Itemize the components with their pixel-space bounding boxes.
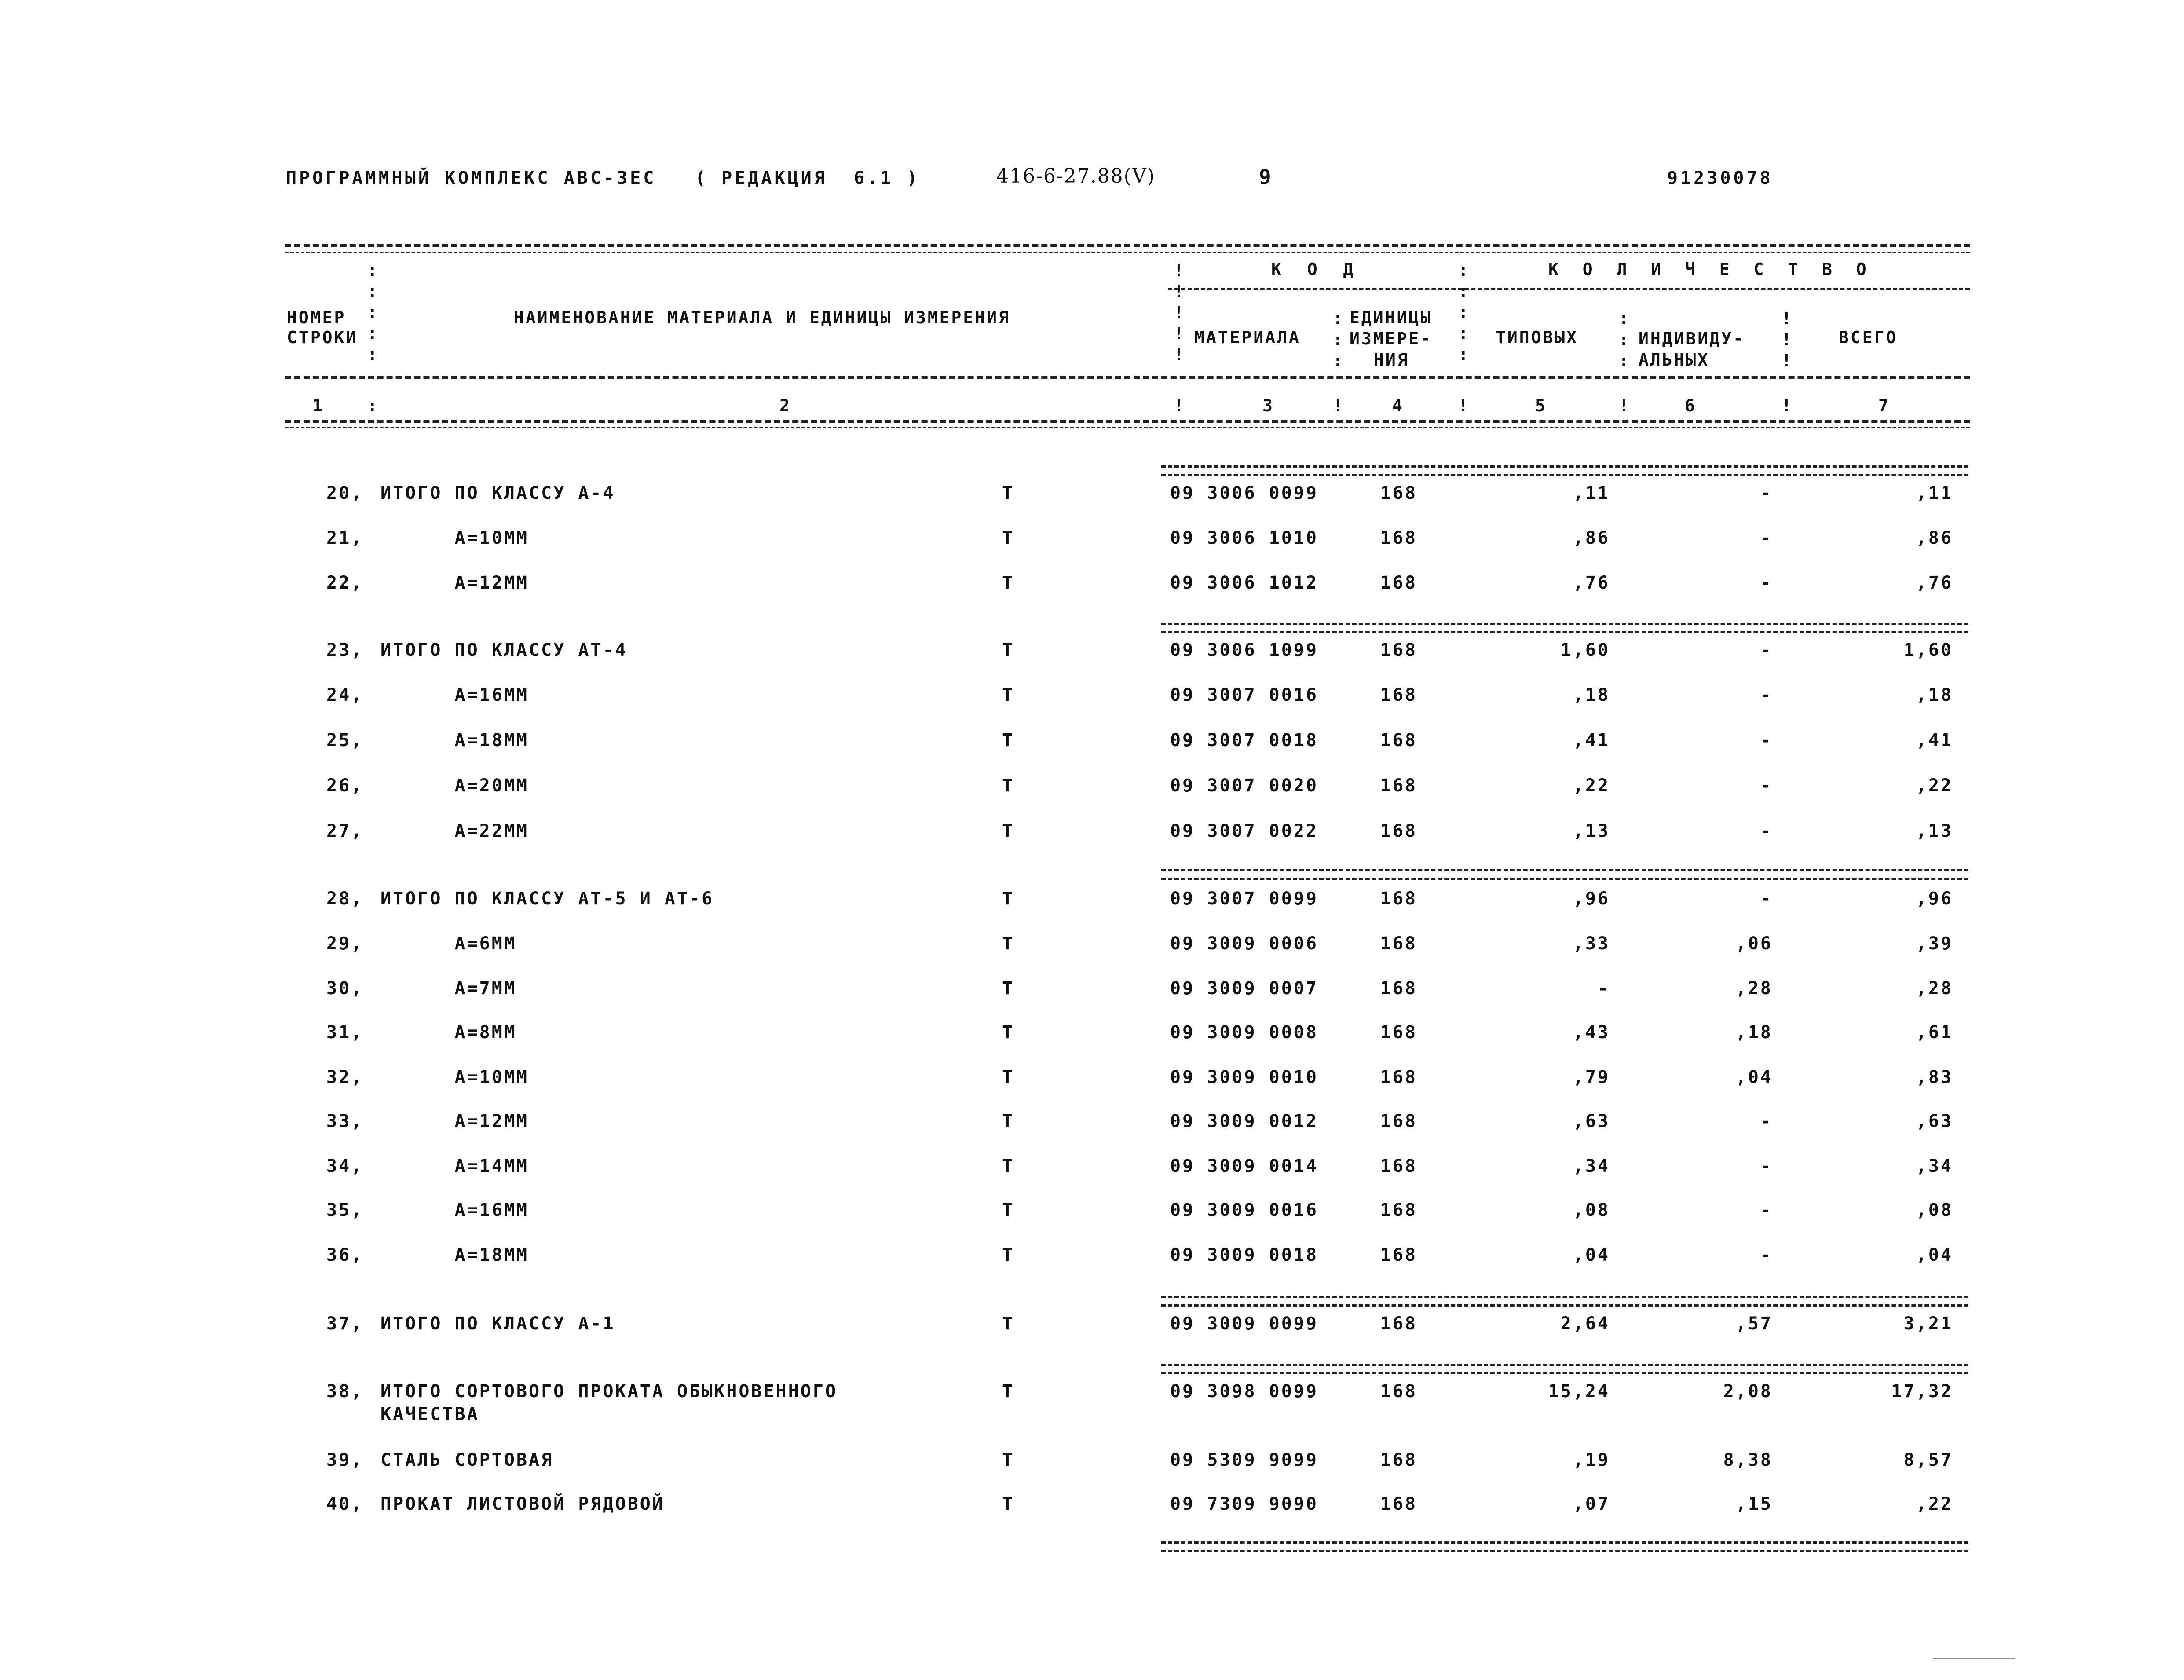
row-material-code: 09 3009 0012	[1170, 1111, 1318, 1131]
row-individual-qty: ,06	[1735, 933, 1773, 954]
row-individual-qty: -	[1760, 1111, 1773, 1131]
row-individual-qty: ,15	[1735, 1494, 1773, 1514]
row-name: А=10ММ	[380, 528, 529, 548]
column-number-separators: :	[367, 396, 377, 415]
row-unit-code: 168	[1380, 933, 1417, 954]
row-material-code: 09 3007 0020	[1170, 776, 1318, 796]
row-individual-qty: -	[1760, 776, 1773, 796]
row-name: А=22ММ	[380, 821, 529, 841]
edition: ( РЕДАКЦИЯ 6.1 )	[695, 168, 920, 188]
row-individual-qty: -	[1760, 889, 1773, 909]
row-number: 25,	[326, 730, 364, 750]
row-name: А=14ММ	[380, 1156, 529, 1176]
row-unit-code: 168	[1380, 1450, 1417, 1470]
column-number-separators: !	[1174, 396, 1184, 415]
column-quantity-group: К О Л И Ч Е С Т В О	[1548, 260, 1873, 279]
row-unit-code: 168	[1380, 1314, 1417, 1334]
row-unit-code: 168	[1380, 1381, 1417, 1402]
row-unit: Т	[1002, 685, 1015, 705]
row-name-continuation: КАЧЕСТВА	[380, 1404, 479, 1424]
row-number: 27,	[326, 821, 364, 841]
row-material-code: 09 3007 0099	[1170, 889, 1318, 909]
column-number-separators: !	[1333, 396, 1343, 415]
row-unit-code: 168	[1380, 685, 1417, 705]
row-unit-code: 168	[1380, 821, 1417, 841]
header-rule-bottom-2	[285, 427, 1970, 428]
row-total-qty: ,63	[1916, 1111, 1953, 1131]
row-individual-qty: ,18	[1735, 1022, 1773, 1043]
row-typical-qty: ,33	[1573, 933, 1610, 954]
row-unit: Т	[1002, 1314, 1015, 1334]
row-typical-qty: ,07	[1573, 1494, 1610, 1514]
row-total-qty: ,28	[1916, 978, 1953, 999]
row-total-qty: ,83	[1916, 1067, 1953, 1087]
column-number-3: 3	[1262, 396, 1274, 415]
row-total-qty: ,22	[1916, 1494, 1953, 1514]
row-total-qty: ,22	[1916, 776, 1953, 796]
column-individual-1: ИНДИВИДУ-	[1639, 329, 1745, 348]
row-typical-qty: ,43	[1573, 1022, 1610, 1043]
group-separator	[1161, 465, 1968, 476]
row-unit: Т	[1002, 573, 1015, 593]
row-material-code: 09 3006 1099	[1170, 640, 1318, 660]
header-separator: : : : : :	[1458, 260, 1468, 364]
row-name: ИТОГО ПО КЛАССУ А-1	[380, 1314, 615, 1334]
column-row-number-2: СТРОКИ	[287, 328, 358, 347]
group-separator	[1161, 1541, 1968, 1552]
row-typical-qty: ,96	[1573, 889, 1610, 909]
header-separator: : : :	[1333, 309, 1343, 370]
row-unit: Т	[1002, 1450, 1015, 1470]
row-total-qty: ,86	[1916, 528, 1953, 548]
row-number: 29,	[326, 933, 364, 954]
group-separator	[1161, 869, 1968, 880]
row-material-code: 09 3007 0022	[1170, 821, 1318, 841]
row-typical-qty: ,08	[1573, 1200, 1610, 1220]
group-separator	[1161, 1296, 1968, 1307]
row-individual-qty: -	[1760, 821, 1773, 841]
row-unit-code: 168	[1380, 1111, 1417, 1131]
row-typical-qty: 15,24	[1548, 1381, 1610, 1402]
column-number-5: 5	[1535, 396, 1547, 415]
row-typical-qty: ,76	[1573, 573, 1610, 593]
row-number: 20,	[326, 483, 364, 503]
row-material-code: 09 5309 9099	[1170, 1450, 1318, 1470]
row-individual-qty: -	[1760, 573, 1773, 593]
row-material-code: 09 3009 0014	[1170, 1156, 1318, 1176]
group-separator	[1161, 623, 1968, 633]
row-total-qty: ,41	[1916, 730, 1953, 750]
row-number: 24,	[326, 685, 364, 705]
row-name: ИТОГО ПО КЛАССУ А-4	[380, 483, 615, 503]
row-material-code: 09 7309 9090	[1170, 1494, 1318, 1514]
row-material-code: 09 3009 0006	[1170, 933, 1318, 954]
row-number: 23,	[326, 640, 364, 660]
row-name: ПРОКАТ ЛИСТОВОЙ РЯДОВОЙ	[380, 1494, 665, 1514]
header-separator: ! ! ! ! !	[1174, 260, 1184, 364]
row-unit: Т	[1002, 730, 1015, 750]
row-total-qty: 3,21	[1903, 1314, 1953, 1334]
row-individual-qty: -	[1760, 528, 1773, 548]
row-total-qty: ,76	[1916, 573, 1953, 593]
row-material-code: 09 3007 0018	[1170, 730, 1318, 750]
row-unit: Т	[1002, 821, 1015, 841]
row-unit: Т	[1002, 528, 1015, 548]
row-number: 36,	[326, 1245, 364, 1265]
program-name: ПРОГРАММНЫЙ КОМПЛЕКС АВС-3ЕС	[286, 168, 657, 188]
row-number: 40,	[326, 1494, 364, 1514]
document-code: 416-6-27.88(V)	[996, 165, 1156, 187]
row-material-code: 09 3006 1010	[1170, 528, 1318, 548]
row-total-qty: ,18	[1916, 685, 1953, 705]
row-name: А=18ММ	[380, 1245, 529, 1265]
row-typical-qty: 1,60	[1560, 640, 1610, 660]
row-typical-qty: ,34	[1573, 1156, 1610, 1176]
row-unit-code: 168	[1380, 1245, 1417, 1265]
row-material-code: 09 3009 0010	[1170, 1067, 1318, 1087]
row-total-qty: ,34	[1916, 1156, 1953, 1176]
row-unit: Т	[1002, 483, 1015, 503]
row-number: 39,	[326, 1450, 364, 1470]
row-individual-qty: 2,08	[1723, 1381, 1773, 1402]
header-rule-bottom	[285, 420, 1970, 423]
row-name: А=6ММ	[380, 933, 516, 954]
row-number: 33,	[326, 1111, 364, 1131]
row-individual-qty: -	[1760, 483, 1773, 503]
row-individual-qty: ,04	[1735, 1067, 1773, 1087]
row-unit: Т	[1002, 1245, 1015, 1265]
column-number-separators: !	[1619, 396, 1629, 415]
row-material-code: 09 3098 0099	[1170, 1381, 1318, 1402]
header-separator: ! ! !	[1782, 309, 1792, 370]
row-unit-code: 168	[1380, 1067, 1417, 1087]
column-total: ВСЕГО	[1839, 328, 1898, 347]
row-unit: Т	[1002, 1200, 1015, 1220]
row-name: А=8ММ	[380, 1022, 516, 1043]
row-total-qty: ,13	[1916, 821, 1953, 841]
column-number-separators: !	[1782, 396, 1792, 415]
row-material-code: 09 3006 1012	[1170, 573, 1318, 593]
row-material-code: 09 3009 0016	[1170, 1200, 1318, 1220]
row-unit-code: 168	[1380, 1494, 1417, 1514]
row-typical-qty: ,79	[1573, 1067, 1610, 1087]
row-name: А=7ММ	[380, 978, 516, 999]
row-individual-qty: -	[1760, 1245, 1773, 1265]
row-total-qty: ,61	[1916, 1022, 1953, 1043]
row-number: 38,	[326, 1381, 364, 1402]
row-unit: Т	[1002, 889, 1015, 909]
row-total-qty: ,04	[1916, 1245, 1953, 1265]
row-unit-code: 168	[1380, 483, 1417, 503]
row-unit: Т	[1002, 978, 1015, 999]
column-number-2: 2	[779, 396, 791, 415]
column-number-6: 6	[1685, 396, 1697, 415]
row-unit-code: 168	[1380, 978, 1417, 999]
column-name: НАИМЕНОВАНИЕ МАТЕРИАЛА И ЕДИНИЦЫ ИЗМЕРЕНИЯ	[514, 308, 1010, 327]
row-number: 26,	[326, 776, 364, 796]
row-unit: Т	[1002, 933, 1015, 954]
row-unit-code: 168	[1380, 1022, 1417, 1043]
row-individual-qty: ,28	[1735, 978, 1773, 999]
row-material-code: 09 3009 0018	[1170, 1245, 1318, 1265]
row-typical-qty: ,13	[1573, 821, 1610, 841]
row-unit-code: 168	[1380, 889, 1417, 909]
row-typical-qty: ,41	[1573, 730, 1610, 750]
row-name: ИТОГО СОРТОВОГО ПРОКАТА ОБЫКНОВЕННОГО	[380, 1381, 838, 1402]
row-number: 30,	[326, 978, 364, 999]
document-number: 91230078	[1667, 168, 1773, 188]
row-material-code: 09 3009 0007	[1170, 978, 1318, 999]
row-name: А=12ММ	[380, 573, 529, 593]
column-code-group: К О Д	[1271, 260, 1361, 279]
row-name: А=12ММ	[380, 1111, 529, 1131]
row-typical-qty: ,19	[1573, 1450, 1610, 1470]
row-individual-qty: ,57	[1735, 1314, 1773, 1334]
row-total-qty: ,11	[1916, 483, 1953, 503]
row-typical-qty: 2,64	[1560, 1314, 1610, 1334]
column-unit-code-3: НИЯ	[1374, 350, 1409, 370]
row-individual-qty: -	[1760, 685, 1773, 705]
row-typical-qty: -	[1597, 978, 1610, 999]
row-typical-qty: ,04	[1573, 1245, 1610, 1265]
row-name: А=18ММ	[380, 730, 529, 750]
row-unit: Т	[1002, 1381, 1015, 1402]
row-name: А=10ММ	[380, 1067, 529, 1087]
row-number: 35,	[326, 1200, 364, 1220]
row-typical-qty: ,18	[1573, 685, 1610, 705]
row-number: 32,	[326, 1067, 364, 1087]
row-unit: Т	[1002, 776, 1015, 796]
row-material-code: 09 3009 0099	[1170, 1314, 1318, 1334]
row-unit: Т	[1002, 1022, 1015, 1043]
row-individual-qty: -	[1760, 640, 1773, 660]
column-number-1: 1	[312, 396, 324, 415]
row-individual-qty: -	[1760, 1200, 1773, 1220]
row-typical-qty: ,11	[1573, 483, 1610, 503]
column-number-7: 7	[1878, 396, 1890, 415]
header-rule-middle	[285, 376, 1970, 379]
row-unit: Т	[1002, 1111, 1015, 1131]
row-unit: Т	[1002, 1067, 1015, 1087]
header-separator: : : : : :	[367, 260, 377, 364]
header-rule-top-2	[285, 252, 1970, 253]
column-unit-code-2: ИЗМЕРЕ-	[1350, 329, 1433, 348]
row-total-qty: 17,32	[1891, 1381, 1953, 1402]
row-typical-qty: ,86	[1573, 528, 1610, 548]
row-material-code: 09 3009 0008	[1170, 1022, 1318, 1043]
column-number-separators: !	[1458, 396, 1468, 415]
page-number: 9	[1259, 165, 1274, 189]
row-number: 28,	[326, 889, 364, 909]
row-typical-qty: ,22	[1573, 776, 1610, 796]
row-unit-code: 168	[1380, 640, 1417, 660]
row-name: А=16ММ	[380, 1200, 529, 1220]
header-rule-top	[285, 244, 1970, 247]
row-name: ИТОГО ПО КЛАССУ АТ-5 И АТ-6	[380, 889, 714, 909]
row-name: А=16ММ	[380, 685, 529, 705]
row-name: ИТОГО ПО КЛАССУ АТ-4	[380, 640, 628, 660]
row-name: А=20ММ	[380, 776, 529, 796]
signature-line	[1933, 1658, 2015, 1659]
row-unit-code: 168	[1380, 1200, 1417, 1220]
row-unit-code: 168	[1380, 573, 1417, 593]
row-material-code: 09 3006 0099	[1170, 483, 1318, 503]
header-separator: : : :	[1619, 309, 1629, 370]
row-number: 31,	[326, 1022, 364, 1043]
row-total-qty: ,08	[1916, 1200, 1953, 1220]
row-name: СТАЛЬ СОРТОВАЯ	[380, 1450, 554, 1470]
row-unit-code: 168	[1380, 776, 1417, 796]
row-total-qty: ,96	[1916, 889, 1953, 909]
row-total-qty: 1,60	[1903, 640, 1953, 660]
row-total-qty: 8,57	[1903, 1450, 1953, 1470]
column-row-number: НОМЕР	[287, 308, 346, 327]
row-unit-code: 168	[1380, 730, 1417, 750]
row-number: 22,	[326, 573, 364, 593]
column-number-4: 4	[1392, 396, 1404, 415]
row-unit: Т	[1002, 1156, 1015, 1176]
row-individual-qty: 8,38	[1723, 1450, 1773, 1470]
group-separator	[1161, 1364, 1968, 1374]
row-number: 37,	[326, 1314, 364, 1334]
row-unit: Т	[1002, 1494, 1015, 1514]
header-rule-code	[1168, 288, 1970, 290]
column-individual-2: АЛЬНЫХ	[1639, 350, 1710, 370]
column-unit-code-1: ЕДИНИЦЫ	[1350, 308, 1433, 327]
row-typical-qty: ,63	[1573, 1111, 1610, 1131]
row-individual-qty: -	[1760, 730, 1773, 750]
column-material-code: МАТЕРИАЛА	[1194, 328, 1301, 347]
row-individual-qty: -	[1760, 1156, 1773, 1176]
row-number: 34,	[326, 1156, 364, 1176]
column-typical: ТИПОВЫХ	[1496, 328, 1579, 347]
row-total-qty: ,39	[1916, 933, 1953, 954]
row-unit-code: 168	[1380, 528, 1417, 548]
row-material-code: 09 3007 0016	[1170, 685, 1318, 705]
row-number: 21,	[326, 528, 364, 548]
row-unit: Т	[1002, 640, 1015, 660]
row-unit-code: 168	[1380, 1156, 1417, 1176]
